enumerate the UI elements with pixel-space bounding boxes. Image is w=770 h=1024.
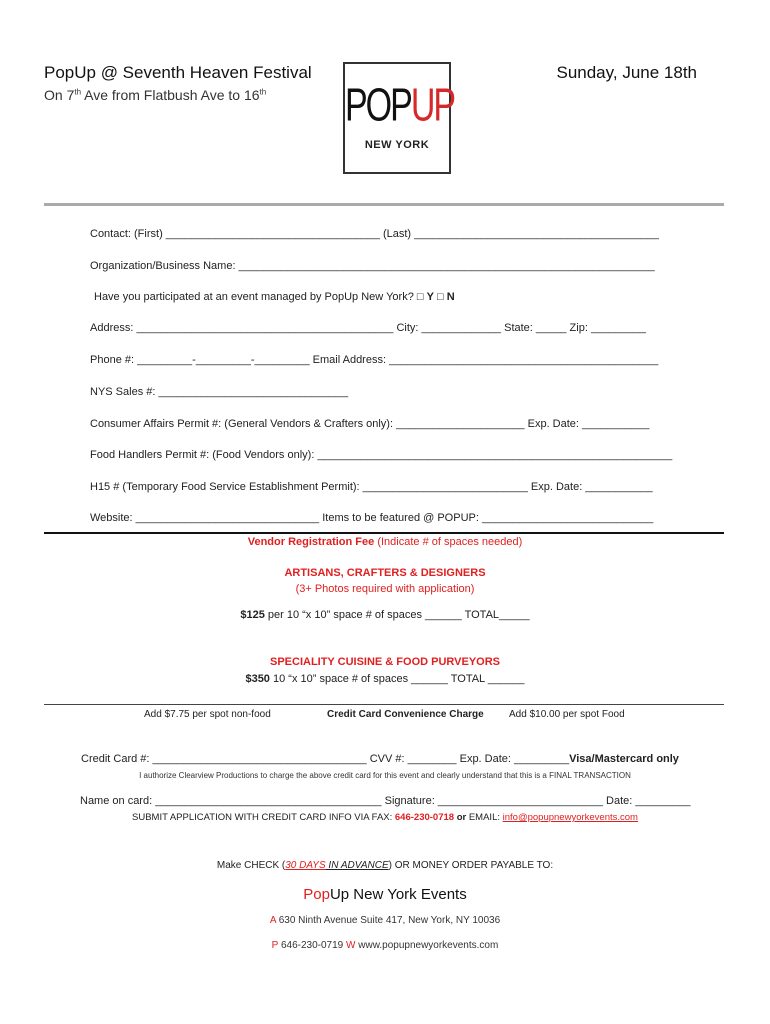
consumer-affairs-field[interactable]: Consumer Affairs Permit #: (General Vendors & Crafters only): _____________________ Exp. Date: ___________ — [90, 418, 650, 430]
address-field[interactable]: Address: __________________________________________ City: _____________ State: _____ Zip: _________ — [90, 322, 646, 334]
convenience-charge-label: Credit Card Convenience Charge — [327, 709, 484, 720]
check-instructions: Make CHECK (30 DAYS IN ADVANCE) OR MONEY ORDER PAYABLE TO: — [216, 860, 554, 871]
popup-logo — [343, 62, 455, 174]
participated-yes[interactable]: Y — [426, 291, 434, 303]
credit-card-line[interactable]: Credit Card #: ___________________________________ CVV #: ________ Exp. Date: _________Visa/Mastercard only — [81, 753, 679, 765]
name-on-card-line[interactable]: Name on card: _____________________________________ Signature: ___________________________ Date: _________ — [80, 795, 691, 807]
website-field[interactable]: Website: ______________________________ Items to be featured @ POPUP: ____________________________ — [90, 512, 654, 524]
h15-permit-field[interactable]: H15 # (Temporary Food Service Establishment Permit): ___________________________ Exp. Date: ___________ — [90, 481, 653, 493]
authorization-text: I authorize Clearview Productions to charge the above credit card for this event and clearly understand that this is a FINAL TRANSACTION — [139, 771, 631, 780]
participated-no[interactable]: N — [446, 291, 455, 303]
event-location: On 7th Ave from Flatbush Ave to 16th — [44, 87, 267, 103]
submit-instructions: SUBMIT APPLICATION WITH CREDIT CARD INFO VIA FAX: 646-230-0718 or EMAIL: info@popupnewyorkevents.com — [132, 812, 638, 823]
artisans-note: (3+ Photos required with application) — [295, 583, 475, 595]
nys-sales-field[interactable]: NYS Sales #: _______________________________ — [90, 386, 349, 398]
fax-number: 646-230-0718 — [394, 812, 455, 823]
fee-divider — [44, 704, 724, 705]
specialty-title: SPECIALITY CUISINE & FOOD PURVEYORS — [269, 656, 501, 668]
fee-heading: Vendor Registration Fee (Indicate # of spaces needed) — [247, 536, 523, 548]
header-divider — [44, 203, 724, 206]
artisans-fee-line[interactable]: $125 per 10 “x 10” space # of spaces ______ TOTAL_____ — [240, 609, 530, 621]
contact-field[interactable]: Contact: (First) ___________________________________ (Last) ________________________________________ — [90, 228, 659, 240]
payee-name: PopUp New York Events — [303, 886, 467, 903]
payee-address: A 630 Ninth Avenue Suite 417, New York, NY 10036 — [269, 915, 501, 926]
artisans-title: ARTISANS, CRAFTERS & DESIGNERS — [284, 567, 486, 579]
logo-subtitle: NEW YORK — [364, 139, 430, 151]
phone-email-field[interactable]: Phone #: _________-_________-_________ Email Address: ____________________________________________ — [90, 354, 659, 366]
logo-pop: POP — [345, 80, 411, 132]
email-link[interactable]: info@popupnewyorkevents.com — [502, 812, 638, 823]
organization-field[interactable]: Organization/Business Name: ____________________________________________________________________ — [90, 260, 655, 272]
fields-divider — [44, 532, 724, 534]
page-title: PopUp @ Seventh Heaven Festival — [44, 63, 312, 82]
website-link[interactable]: www.popupnewyorkevents.com — [355, 940, 499, 951]
food-charge: Add $10.00 per spot Food — [509, 709, 625, 720]
participated-question[interactable]: Have you participated at an event managed by PopUp New York? □ Y □ N — [94, 291, 455, 303]
specialty-fee-line[interactable]: $350 10 “x 10” space # of spaces ______ TOTAL ______ — [245, 673, 525, 685]
payee-contact: P 646-230-0719 W www.popupnewyorkevents.com — [271, 940, 499, 951]
logo-up: UP — [410, 80, 455, 132]
nonfood-charge: Add $7.75 per spot non-food — [144, 709, 271, 720]
food-handlers-field[interactable]: Food Handlers Permit #: (Food Vendors only): __________________________________________________________ — [90, 449, 673, 461]
visa-mastercard-note: Visa/Mastercard only — [569, 753, 679, 765]
event-date: Sunday, June 18th — [556, 63, 697, 82]
